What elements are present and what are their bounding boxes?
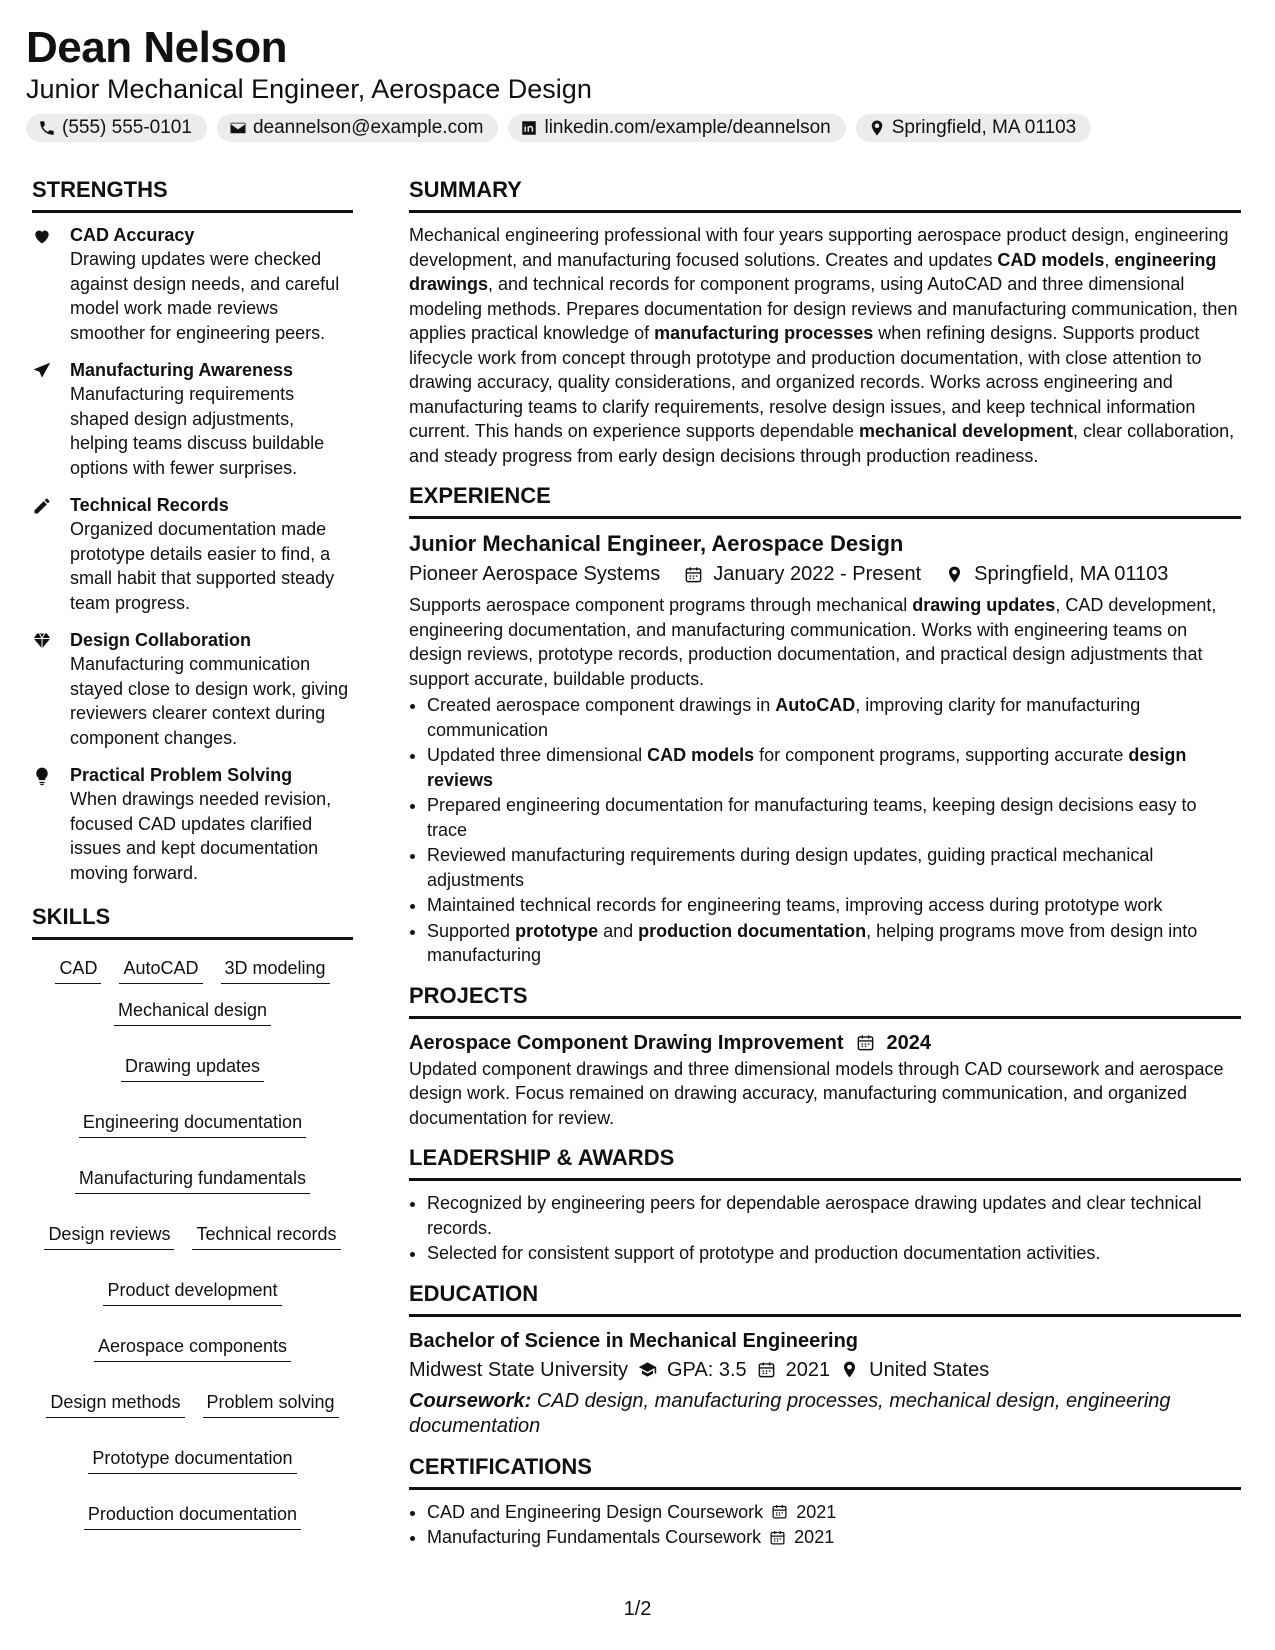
education-heading: EDUCATION: [409, 1280, 1241, 1317]
graduation-year: 2021: [785, 1358, 831, 1381]
certification-name: • Manufacturing Fundamentals Coursework: [427, 1527, 762, 1547]
paper-plane-icon: [32, 361, 52, 381]
job-bullet: • Created aerospace component drawings in AutoCAD, improving clarity for manufacturing communication: [427, 693, 1241, 742]
summary-text: Mechanical engineering professional with four years supporting aerospace product design, engineering development, and manufacturing focused solutions. Creates and updates CAD models, engineering drawings, and technical records for component programs, using AutoCAD and three dimensional modeling methods. Prepares documentation for design reviews and manufacturing communication, then applies practical knowledge of manufacturing processes when refining designs. Supports product lifecycle work from concept through prototype and production documentation, with close attention to drawing accuracy, quality considerations, and organized records. Works across engineering and manufacturing teams to clarify requirements, resolve design issues, and keep technical information current. This hands on experience supports dependable mechanical development, clear collaboration, and steady progress from early design decisions through production readiness.: [409, 225, 1238, 466]
job-description: Supports aerospace component programs through mechanical drawing updates, CAD development, engineering documentation, and manufacturing communication. Works with engineering teams on design reviews, prototype records, production documentation, and practical design adjustments that support accurate, buildable products.: [409, 595, 1217, 689]
coursework-label: Coursework:: [409, 1389, 532, 1412]
contact-email-text: deannelson@example.com: [252, 117, 484, 138]
strength-item: [32, 358, 353, 480]
location-pin-icon: [840, 1360, 859, 1379]
certification-list: [409, 1500, 1241, 1550]
job-bullet: • Prepared engineering documentation for manufacturing teams, keeping design decisions easy to trace: [427, 793, 1241, 842]
contact-phone-text: (555) 555-0101: [62, 117, 192, 138]
location-pin-icon: [868, 119, 886, 137]
skills-list: [32, 950, 353, 1530]
job-location: Springfield, MA 01103: [974, 563, 1169, 585]
strength-desc: Drawing updates were checked against design needs, and careful model work made reviews smoother for engineering peers.: [70, 249, 340, 343]
skill-tag: Design methods: [46, 1390, 184, 1418]
certifications-section: [409, 1453, 1241, 1550]
strength-title: Practical Problem Solving: [70, 765, 293, 785]
certification-item: [427, 1525, 1241, 1550]
strength-item: [32, 628, 353, 750]
strength-desc: Manufacturing communication stayed close to design work, giving reviewers clearer context during component changes.: [70, 654, 349, 748]
contact-linkedin[interactable]: [508, 114, 845, 142]
strength-desc: Organized documentation made prototype details easier to find, a small habit that supported steady team progress.: [70, 519, 335, 613]
graduation-cap-icon: [638, 1360, 657, 1379]
pencil-icon: [32, 496, 52, 516]
leadership-bullet: • Selected for consistent support of prototype and production documentation activities.: [427, 1241, 1241, 1266]
skill-tag: 3D modeling: [221, 956, 330, 984]
skills-heading: SKILLS: [32, 903, 353, 940]
school-location: United States: [869, 1358, 990, 1381]
calendar-icon: [769, 1529, 786, 1546]
experience-heading: EXPERIENCE: [409, 482, 1241, 519]
strength-title: CAD Accuracy: [70, 225, 195, 245]
project-year: 2024: [886, 1031, 932, 1054]
contact-phone[interactable]: [26, 114, 207, 142]
strength-desc: Manufacturing requirements shaped design adjustments, helping teams discuss buildable options with fewer surprises.: [70, 384, 325, 478]
skill-tag: AutoCAD: [119, 956, 202, 984]
gem-icon: [32, 631, 52, 651]
skill-tag: Technical records: [192, 1222, 340, 1250]
job-bullet: • Maintained technical records for engineering teams, improving access during prototype work: [427, 893, 1241, 918]
job-meta: [409, 559, 1241, 589]
skill-tag: Design reviews: [44, 1222, 174, 1250]
certification-item: [427, 1500, 1241, 1525]
education-meta: [409, 1355, 1241, 1385]
degree-title: Bachelor of Science in Mechanical Engineering: [409, 1329, 859, 1352]
project-description: Updated component drawings and three dimensional models through CAD coursework and aerospace design work. Focus remained on drawing accuracy, manufacturing communication, and organized documentation for review.: [409, 1058, 1224, 1128]
job-bullet: • Reviewed manufacturing requirements during design updates, guiding practical mechanical adjustments: [427, 843, 1241, 892]
skill-tag: CAD: [55, 956, 101, 984]
strength-title: Manufacturing Awareness: [70, 360, 294, 380]
certification-name: • CAD and Engineering Design Coursework: [427, 1501, 764, 1522]
calendar-icon: [757, 1360, 776, 1379]
strength-item: [32, 763, 353, 885]
strength-item: [32, 223, 353, 345]
skill-tag: Drawing updates: [121, 1054, 264, 1082]
skill-tag: Product development: [103, 1278, 281, 1306]
education-section: [409, 1280, 1241, 1439]
experience-section: [409, 482, 1241, 968]
contact-location-text: Springfield, MA 01103: [891, 117, 1077, 138]
certification-year: 2021: [796, 1501, 837, 1522]
calendar-icon: [771, 1503, 788, 1520]
projects-heading: PROJECTS: [409, 982, 1241, 1019]
leadership-bullets: [409, 1191, 1241, 1266]
job-dates: January 2022 - Present: [713, 563, 922, 585]
strength-title: Design Collaboration: [70, 630, 252, 650]
envelope-icon: [229, 119, 247, 137]
candidate-headline: Junior Mechanical Engineer, Aerospace Design: [26, 74, 592, 104]
skill-tag: Mechanical design: [114, 998, 271, 1026]
page-number: 1/2: [623, 1598, 652, 1620]
leadership-bullet: • Recognized by engineering peers for dependable aerospace drawing updates and clear technical records.: [427, 1191, 1241, 1240]
location-pin-icon: [945, 565, 964, 584]
gpa: GPA: 3.5: [666, 1358, 747, 1381]
right-column: [409, 176, 1241, 1564]
leadership-section: [409, 1144, 1241, 1266]
strengths-heading: STRENGTHS: [32, 176, 353, 213]
skill-tag: Aerospace components: [94, 1334, 291, 1362]
linkedin-icon: [520, 119, 538, 137]
summary-heading: SUMMARY: [409, 176, 1241, 213]
school-name: Midwest State University: [409, 1358, 628, 1381]
strength-item: [32, 493, 353, 615]
skill-tag: Problem solving: [203, 1390, 339, 1418]
skill-tag: Prototype documentation: [88, 1446, 296, 1474]
job-title: Junior Mechanical Engineer, Aerospace Design: [409, 531, 904, 556]
phone-icon: [38, 119, 56, 137]
projects-section: [409, 982, 1241, 1131]
project-name: Aerospace Component Drawing Improvement: [409, 1031, 844, 1054]
skill-tag: Production documentation: [84, 1502, 301, 1530]
coursework: [409, 1389, 1241, 1439]
contact-bar: [26, 114, 1091, 142]
contact-email[interactable]: [217, 114, 499, 142]
left-column: [32, 176, 353, 1530]
job-bullets: [409, 693, 1241, 968]
calendar-icon: [684, 565, 703, 584]
job-bullet: • Supported prototype and production documentation, helping programs move from design into manufacturing: [427, 919, 1241, 968]
heart-icon: [32, 226, 52, 246]
summary-section: [409, 176, 1241, 468]
skill-tag: Engineering documentation: [79, 1110, 306, 1138]
strength-title: Technical Records: [70, 495, 229, 515]
lightbulb-icon: [32, 766, 52, 786]
coursework-list: CAD design, manufacturing processes, mechanical design, engineering documentation: [409, 1389, 1171, 1437]
job-bullet: • Updated three dimensional CAD models for component programs, supporting accurate design reviews: [427, 743, 1241, 792]
project-title-row: [409, 1029, 1241, 1057]
skill-tag: Manufacturing fundamentals: [75, 1166, 310, 1194]
contact-location: [856, 114, 1092, 142]
certifications-heading: CERTIFICATIONS: [409, 1453, 1241, 1490]
company-name: Pioneer Aerospace Systems: [409, 563, 661, 585]
leadership-heading: LEADERSHIP & AWARDS: [409, 1144, 1241, 1181]
strength-desc: When drawings needed revision, focused CAD updates clarified issues and kept documentation moving forward.: [70, 789, 332, 883]
contact-linkedin-text: linkedin.com/example/deannelson: [544, 117, 831, 138]
certification-year: 2021: [794, 1527, 835, 1547]
calendar-icon: [856, 1033, 875, 1052]
candidate-name: Dean Nelson: [26, 23, 288, 72]
